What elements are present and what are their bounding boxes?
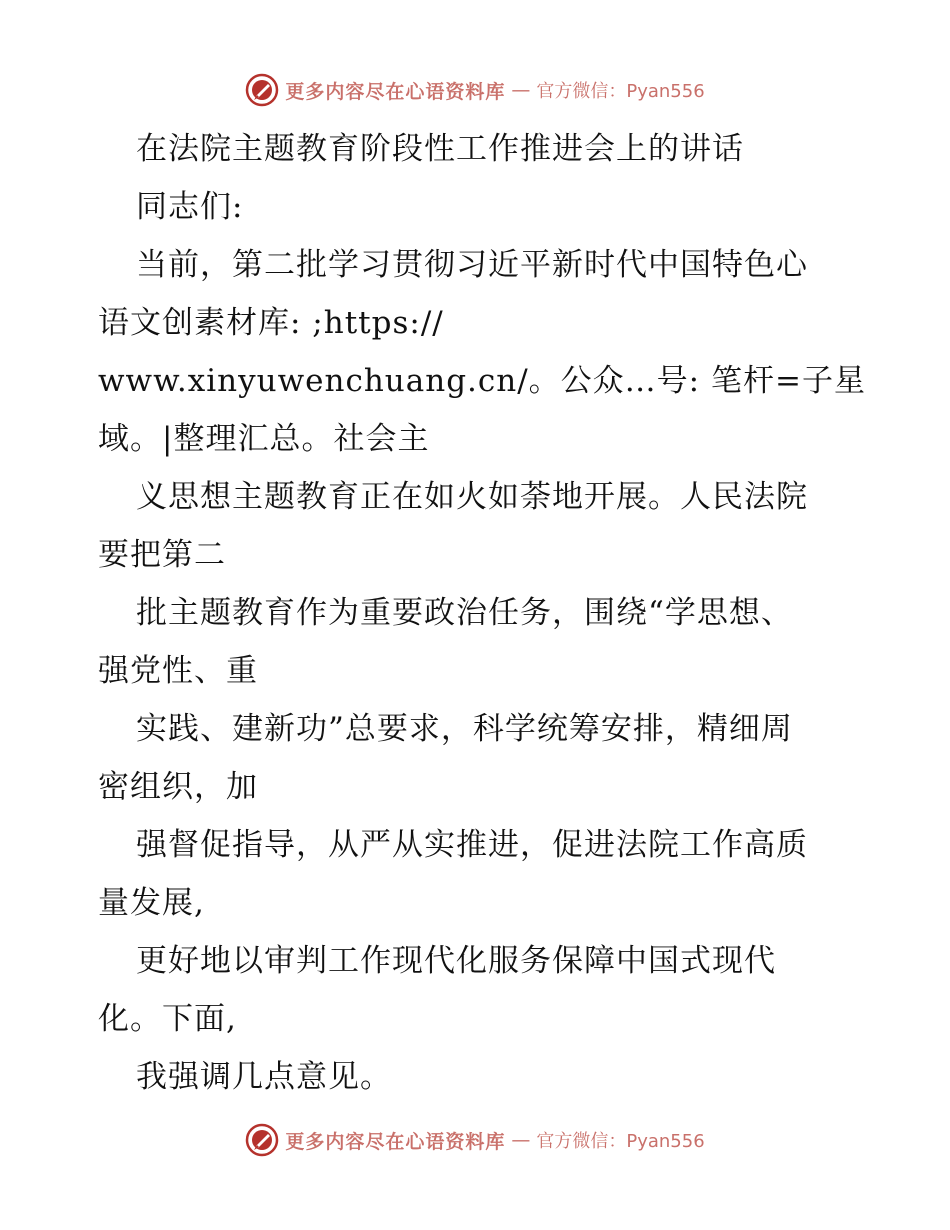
paragraph-line: 我强调几点意见。 [136,1059,392,1095]
paragraph-line: 更好地以审判工作现代化服务保障中国式现代 [136,943,776,979]
paragraph-line: 语文创素材库: ;https:// [98,305,444,341]
paragraph-line: 实践、建新功”总要求，科学统筹安排，精细周 [136,711,793,747]
paragraph-line: 要把第二 [98,537,226,573]
paragraph-line: 密组织，加 [98,769,258,805]
paragraph-line: 批主题教育作为重要政治任务，围绕“学思想、 [136,595,793,631]
pen-logo-icon [245,1123,279,1157]
banner-text: 更多内容尽在心语资料库 [285,1130,506,1153]
banner-wechat: 官方微信：Pyan556 [536,1131,705,1152]
paragraph-line: 强督促指导，从严从实推进，促进法院工作高质 [136,827,808,863]
banner-wechat: 官方微信：Pyan556 [536,81,705,102]
paragraph-line: 量发展, [98,885,205,921]
paragraph-line: 强党性、重 [98,653,258,689]
paragraph-line: 域。|整理汇总。社会主 [98,421,430,457]
banner-separator: — [511,79,531,101]
document-title: 在法院主题教育阶段性工作推进会上的讲话 [136,131,744,167]
footer-watermark-banner [0,1120,950,1160]
paragraph-line: www.xinyuwenchuang.cn/。公众…号: 笔杆=子星 [98,363,866,399]
pen-logo-icon [245,73,279,107]
paragraph-line: 化。下面, [98,1001,237,1037]
header-watermark-banner [0,70,950,110]
banner-separator: — [511,1129,531,1151]
paragraph-line: 义思想主题教育正在如火如荼地开展。人民法院 [136,479,808,515]
paragraph-line: 当前，第二批学习贯彻习近平新时代中国特色心 [136,247,808,283]
banner-text: 更多内容尽在心语资料库 [285,80,506,103]
salutation: 同志们: [136,189,244,225]
